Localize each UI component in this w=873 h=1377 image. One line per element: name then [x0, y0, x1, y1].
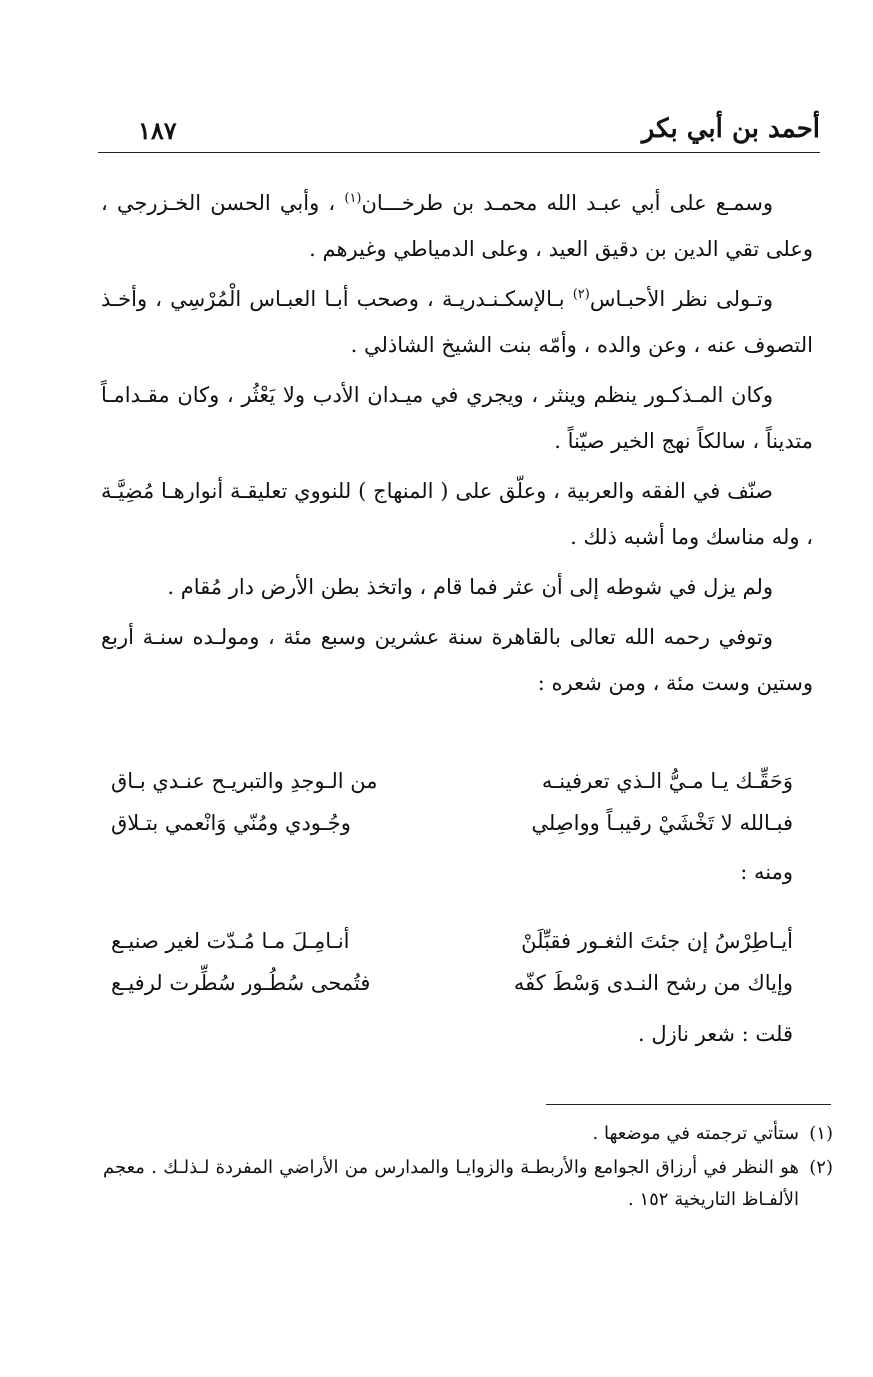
- verse-second-hemistich: فتُمحى سُطُـور سُطِّرت لرفيـع: [111, 971, 371, 995]
- verse-first-hemistich: وإياك من رشح النـدى وَسْطَ كفّه: [513, 971, 793, 995]
- verse-first-hemistich: أيـاطِرْسُ إن جئتَ الثغـور فقبِّلَنْ: [521, 929, 793, 953]
- poem-block-2: [101, 920, 813, 1004]
- footnote-text: هو النظر في أرزاق الجوامع والأربطـة والزوايـا والمدارس من الأراضي المفردة لـذلـك . معجم الألفـاظ التاريخية ١٥٢ .: [103, 1157, 799, 1210]
- paragraph-2: [101, 276, 813, 368]
- footnote-text: ستأتي ترجمته في موضعها .: [592, 1123, 799, 1144]
- paragraph-1: [101, 180, 813, 272]
- verse-line: [101, 962, 813, 1004]
- header-title: أحمد بن أبي بكر: [641, 114, 820, 144]
- footnote-number: (١): [809, 1123, 833, 1144]
- paragraph-text: وتـولى نظر الأحبـاس: [589, 287, 773, 311]
- verse-second-hemistich: من الـوجدِ والتبريـح عنـدي بـاق: [111, 769, 378, 793]
- paragraph-text: بـالإسكـنـدريـة ، وصحب أبـا العبـاس الْمُرْسِي ، وأخـذ التصوف عنه ، وعن والده ، وأمّه بنت الشيخ الشاذلي .: [101, 287, 813, 357]
- verse-line: [101, 920, 813, 962]
- paragraph-3: [101, 372, 813, 464]
- running-header: [98, 112, 820, 153]
- body-text: [101, 180, 813, 710]
- poem-intro-label: ومنه :: [740, 860, 793, 884]
- verse-first-hemistich: وَحَقِّـك يـا مـيُّ الـذي تعرفينـه: [541, 769, 793, 793]
- footnotes: [103, 1118, 833, 1218]
- paragraph-text: ولم يزل في شوطه إلى أن عثر فما قام ، واتخذ بطن الأرض دار مُقام .: [167, 575, 773, 599]
- footnote-item: [103, 1118, 833, 1150]
- footnote-divider: [546, 1104, 831, 1105]
- verse-second-hemistich: وجُـودي ومُنّي وَانْعمي بتـلاق: [111, 811, 351, 835]
- paragraph-4: [101, 468, 813, 560]
- verse-line: [101, 802, 813, 844]
- author-remark: قلت : شعر نازل .: [637, 1022, 793, 1046]
- verse-second-hemistich: أنـامِـلَ مـا مُـدّت لغير صنيـع: [111, 929, 350, 953]
- verse-first-hemistich: فبـالله لا تَخْشَيْ رقيبـاً وواصِلي: [531, 811, 793, 835]
- page-number: ١٨٧: [138, 116, 177, 145]
- poem-block-1: [101, 760, 813, 844]
- verse-line: [101, 760, 813, 802]
- paragraph-text: صنّف في الفقه والعربية ، وعلّق على ( المنهاج ) للنووي تعليقـة أنوارهـا مُضِيَّـة ، وله مناسك وما أشبه ذلك .: [101, 479, 813, 549]
- footnote-ref-1: (١): [344, 191, 362, 206]
- footnote-number: (٢): [809, 1157, 833, 1178]
- paragraph-5: [101, 564, 813, 610]
- paragraph-text: وكان المـذكـور ينظم وينثر ، ويجري في ميـدان الأدب ولا يَعْثُر ، وكان مقـدامـاً متديناً ، سالكاً نهج الخير صيّناً .: [101, 383, 813, 453]
- footnote-item: [103, 1152, 833, 1216]
- paragraph-6: [101, 614, 813, 706]
- footnote-ref-2: (٢): [572, 287, 590, 302]
- paragraph-text: وتوفي رحمه الله تعالى بالقاهرة سنة عشرين وسبع مئة ، ومولـده سنـة أربع وستين وست مئة ، ومن شعره :: [101, 625, 813, 695]
- paragraph-text: وسمـع على أبي عبـد الله محمـد بن طرخـــان: [361, 191, 773, 215]
- paragraph-text: ، وأبي الحسن الخـزرجي ، وعلى تقي الدين بن دقيق العيد ، وعلى الدمياطي وغيرهم .: [101, 191, 813, 261]
